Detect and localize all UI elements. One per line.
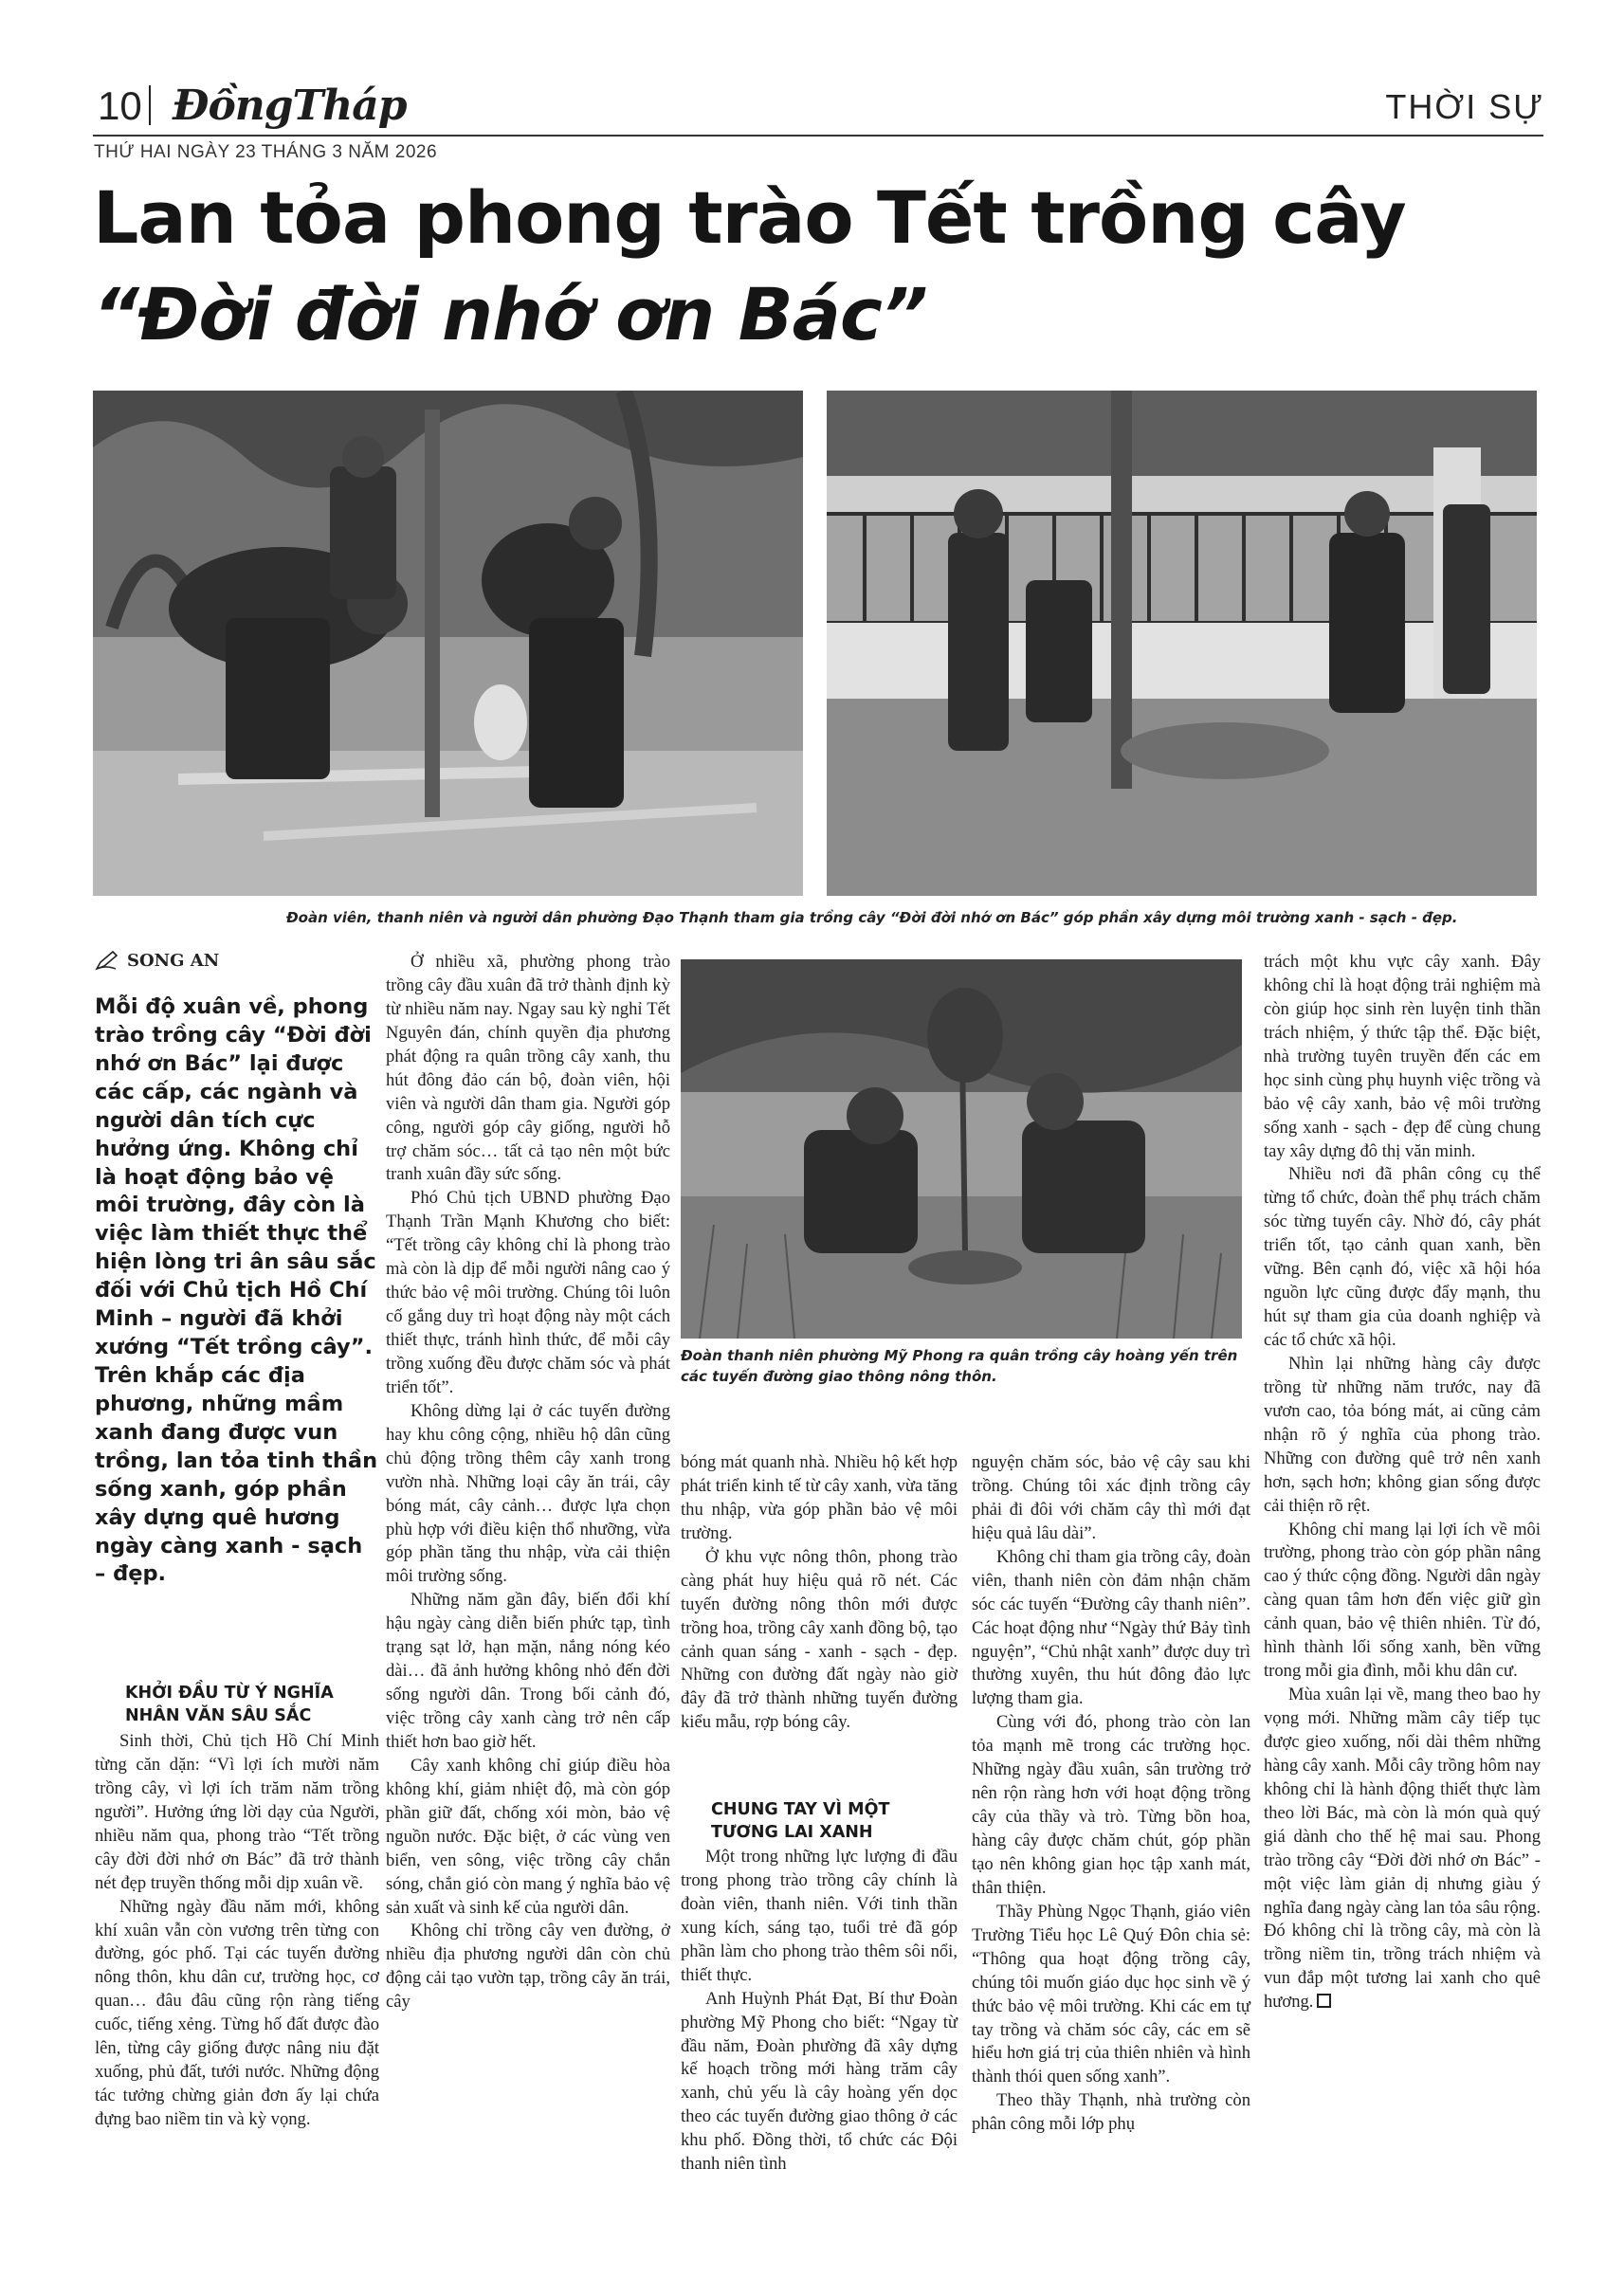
byline <box>95 950 219 971</box>
paragraph: Anh Huỳnh Phát Đạt, Bí thư Đoàn phường Mỹ Phong cho biết: “Ngay từ đầu năm, Đoàn phường đã xây dựng kế hoạch trồng mới hàng trăm cây xanh, chủ yếu là cây hoàng yến dọc theo các tuyến đường giao thông ở các khu phố. Đồng thời, tổ chức các Đội thanh niên tình <box>681 1988 958 2175</box>
column-2 <box>386 951 670 2014</box>
paragraph: bóng mát quanh nhà. Nhiều hộ kết hợp phát triển kinh tế từ cây xanh, vừa tăng thu nhập, vừa góp phần bảo vệ môi trường. <box>681 1452 958 1543</box>
paragraph: Phó Chủ tịch UBND phường Đạo Thạnh Trần Mạnh Khương cho biết: “Tết trồng cây không chỉ là phong trào mà còn là dịp để mỗi người nâng cao ý thức bảo vệ môi trường. Chúng tôi luôn cố gắng duy trì hoạt động này một cách thiết thực, tránh hình thức, để mỗi cây trồng xuống đều được chăm sóc và phát triển tốt”. <box>386 1188 670 1397</box>
pen-icon <box>95 950 119 971</box>
paragraph: Thầy Phùng Ngọc Thạnh, giáo viên Trường Tiểu học Lê Quý Đôn chia sẻ: “Thông qua hoạt động trồng cây, chúng tôi muốn giáo dục học sinh về ý thức bảo vệ môi trường. Khi các em tự tay trồng và chăm sóc cây, các em sẽ hiểu hơn giá trị của thiên nhiên và hình thành thói quen sống xanh”. <box>972 1901 1250 2087</box>
photo-tree-planting-left <box>93 391 803 896</box>
photo-tree-planting-right <box>827 391 1537 896</box>
end-mark-icon <box>1317 1994 1331 2008</box>
issue-date: THỨ HAI NGÀY 23 THÁNG 3 NĂM 2026 <box>94 142 438 162</box>
headline-line-1: Lan tỏa phong trào Tết trồng cây <box>93 175 1406 260</box>
paragraph: Ở nhiều xã, phường phong trào trồng cây đầu xuân đã trở thành định kỳ từ nhiều năm nay. Ngay sau kỳ nghỉ Tết Nguyên đán, chính quyền địa phương phát động ra quân trồng cây xanh, thu hút đông đảo cán bộ, đoàn viên, hội viên và người dân tham gia. Người góp công, người góp cây giống, người hỗ trợ chăm sóc… tất cả tạo nên một bức tranh xuân đầy sức sống. <box>386 952 670 1185</box>
paragraph <box>1264 1684 1541 2014</box>
photo-caption-inline: Đoàn thanh niên phường Mỹ Phong ra quân trồng cây hoàng yến trên các tuyến đường giao thông nông thôn. <box>681 1347 1238 1385</box>
page-number: 10 <box>98 83 142 128</box>
column-5 <box>1264 951 1541 2014</box>
paragraph: Theo thầy Thạnh, nhà trường còn phân công mỗi lớp phụ <box>972 2090 1250 2135</box>
paragraph: Không dừng lại ở các tuyến đường hay khu công cộng, nhiều hộ dân cũng chủ động trồng thêm cây xanh trong vườn nhà. Những loại cây ăn trái, cây bóng mát, cây cảnh… được lựa chọn phù hợp với điều kiện thổ nhưỡng, vừa góp phần tăng thu nhập, vừa cải thiện môi trường sống. <box>386 1400 670 1587</box>
paragraph: Không chỉ mang lại lợi ích về môi trường, phong trào còn góp phần nâng cao ý thức cộng đồng. Người dân ngày càng quan tâm hơn đến việc giữ gìn cảnh quan, bảo vệ thiên nhiên. Từ đó, hình thành lối sống xanh, bền vững trong mỗi gia đình, mỗi khu dân cư. <box>1264 1519 1541 1682</box>
paragraph: Ở khu vực nông thôn, phong trào càng phát huy hiệu quả rõ nét. Các tuyến đường nông thôn mới được trồng hoa, trồng cây xanh đồng bộ, tạo cảnh quan sáng - xanh - sạch - đẹp. Những con đường đất ngày nào giờ đây đã trở thành những tuyến đường kiểu mẫu, rợp bóng cây. <box>681 1546 958 1733</box>
paragraph: Nhìn lại những hàng cây được trồng từ những năm trước, nay đã vươn cao, tỏa bóng mát, ai cũng cảm nhận rõ ý nghĩa của phong trào. Những con đường quê trở nên xanh hơn, sạch hơn; không gian sống được cải thiện rõ rệt. <box>1264 1353 1541 1516</box>
column-3 <box>681 1451 958 1735</box>
photo-caption-top: Đoàn viên, thanh niên và người dân phường Đạo Thạnh tham gia trồng cây “Đời đời nhớ ơn Bác” góp phần xây dựng môi trường xanh - sạch - đẹp. <box>286 909 1458 926</box>
author-name: SONG AN <box>127 950 220 971</box>
paragraph: Không chỉ tham gia trồng cây, đoàn viên, thanh niên còn đảm nhận chăm sóc các tuyến “Đường cây thanh niên”. Các hoạt động như “Ngày thứ Bảy tình nguyện”, “Chủ nhật xanh” được duy trì thường xuyên, thu hút đông đảo lực lượng tham gia. <box>972 1546 1250 1709</box>
paragraph: Cây xanh không chỉ giúp điều hòa không khí, giảm nhiệt độ, mà còn góp phần giữ đất, chống xói mòn, bảo vệ nguồn nước. Đặc biệt, ở các vùng ven biển, ven sông, việc trồng cây chắn sóng, chắn gió còn mang ý nghĩa bảo vệ sản xuất và sinh kế của người dân. <box>386 1755 670 1918</box>
subheading-2: CHUNG TAY VÌ MỘT TƯƠNG LAI XANH <box>711 1800 890 1842</box>
header-divider <box>149 85 151 125</box>
paragraph: Cùng với đó, phong trào còn lan tỏa mạnh mẽ trong các trường học. Những ngày đầu xuân, sân trường trở nên rộn ràng hơn với hoạt động trồng cây của thầy và trò. Từng bồn hoa, hàng cây được chăm chút, góp phần tạo nên không gian học tập xanh mát, thân thiện. <box>972 1712 1250 1898</box>
paragraph: Sinh thời, Chủ tịch Hồ Chí Minh từng căn dặn: “Vì lợi ích mười năm trồng cây, vì lợi ích trăm năm trồng người”. Hưởng ứng lời dạy của Người, nhiều năm qua, phong trào “Tết trồng cây đời đời nhớ ơn Bác” đã trở thành nét đẹp truyền thống mỗi dịp xuân về. <box>95 1731 379 1893</box>
headline-line-2: “Đời đời nhớ ơn Bác” <box>93 272 927 356</box>
article-lead: Mỗi độ xuân về, phong trào trồng cây “Đời đời nhớ ơn Bác” lại được các cấp, các ngành và người dân tích cực hưởng ứng. Không chỉ là hoạt động bảo vệ môi trường, đây còn là việc làm thiết thực thể hiện lòng tri ân sâu sắc đối với Chủ tịch Hồ Chí Minh – người đã khởi xướng “Tết trồng cây”. Trên khắp các địa phương, những mầm xanh đang được vun trồng, lan tỏa tinh thần sống xanh, góp phần xây dựng quê hương ngày càng xanh - sạch – đẹp. <box>95 994 378 1587</box>
paragraph: Những năm gần đây, biến đổi khí hậu ngày càng diễn biến phức tạp, tình trạng sạt lở, hạn mặn, nắng nóng kéo dài… đã ảnh hưởng không nhỏ đến đời sống người dân. Trong bối cảnh đó, việc trồng cây xanh càng trở nên cấp thiết hơn bao giờ hết. <box>386 1590 670 1752</box>
paragraph: nguyện chăm sóc, bảo vệ cây sau khi trồng. Chúng tôi xác định trồng cây phải đi đôi với chăm cây thì mới đạt hiệu quả lâu dài”. <box>972 1452 1250 1543</box>
paragraph: Những ngày đầu năm mới, không khí xuân vẫn còn vương trên từng con đường, góc phố. Tại các tuyến đường nông thôn, khu dân cư, trường học, cơ quan… đâu đâu cũng rộn ràng tiếng cuốc, tiếng xẻng. Từng hố đất được đào lên, từng cây giống được nâng niu đặt xuống, phủ đất, tưới nước. Những động tác tưởng chừng giản đơn ấy lại chứa đựng bao niềm tin và kỳ vọng. <box>95 1896 379 2129</box>
column-3-continued <box>681 1846 958 2177</box>
paragraph: Không chỉ trồng cây ven đường, ở nhiều địa phương người dân còn chủ động cải tạo vườn tạp, trồng cây ăn trái, cây <box>386 1921 670 2013</box>
subheading-1: KHỞI ĐẦU TỪ Ý NGHĨA NHÂN VĂN SÂU SẮC <box>125 1684 334 1725</box>
paragraph: trách một khu vực cây xanh. Đây không chỉ là hoạt động trải nghiệm mà còn giúp học sinh rèn luyện tinh thần trách nhiệm, ý thức tập thể. Đặc biệt, nhà trường tuyên truyền đến các em học sinh cùng phụ huynh việc trồng và bảo vệ cây xanh, bảo vệ môi trường sống xanh - sạch - đẹp để cùng chung tay xây dựng đô thị văn minh. <box>1264 952 1541 1161</box>
column-4 <box>972 1451 1250 2137</box>
paragraph: Một trong những lực lượng đi đầu trong phong trào trồng cây chính là đoàn viên, thanh niên. Với tinh thần xung kích, sáng tạo, tuổi trẻ đã góp phần làm cho phong trào thêm sôi nổi, thiết thực. <box>681 1847 958 1985</box>
header-rule <box>93 135 1543 137</box>
photo-my-phong-planting <box>681 959 1242 1339</box>
paragraph: Nhiều nơi đã phân công cụ thể từng tổ chức, đoàn thể phụ trách chăm sóc từng tuyến cây. Nhờ đó, cây phát triển tốt, tạo cảnh quan xanh, bền vững. Bên cạnh đó, việc xã hội hóa nguồn lực cũng được đẩy mạnh, thu hút sự tham gia của doanh nghiệp và các tổ chức xã hội. <box>1264 1164 1541 1350</box>
section-label: THỜI SỰ <box>1385 87 1544 126</box>
closing-text: Mùa xuân lại về, mang theo bao hy vọng mới. Những mầm cây tiếp tục được gieo xuống, nối dài thêm những hàng cây xanh. Mỗi cây trồng hôm nay không chỉ là hành động thiết thực làm theo lời Bác, mà còn là món quà quý giá dành cho thế hệ mai sau. Phong trào trồng cây “Đời đời nhớ ơn Bác” - một việc làm giản dị nhưng giàu ý nghĩa đang ngày càng lan tỏa sâu rộng. Đó không chỉ là trồng cây, mà còn là trồng niềm tin, trồng trách nhiệm và vun đắp một tương lai xanh cho quê hương. <box>1264 1685 1541 2013</box>
newspaper-logo: ĐồngTháp <box>173 82 407 130</box>
column-1 <box>95 1730 379 2132</box>
